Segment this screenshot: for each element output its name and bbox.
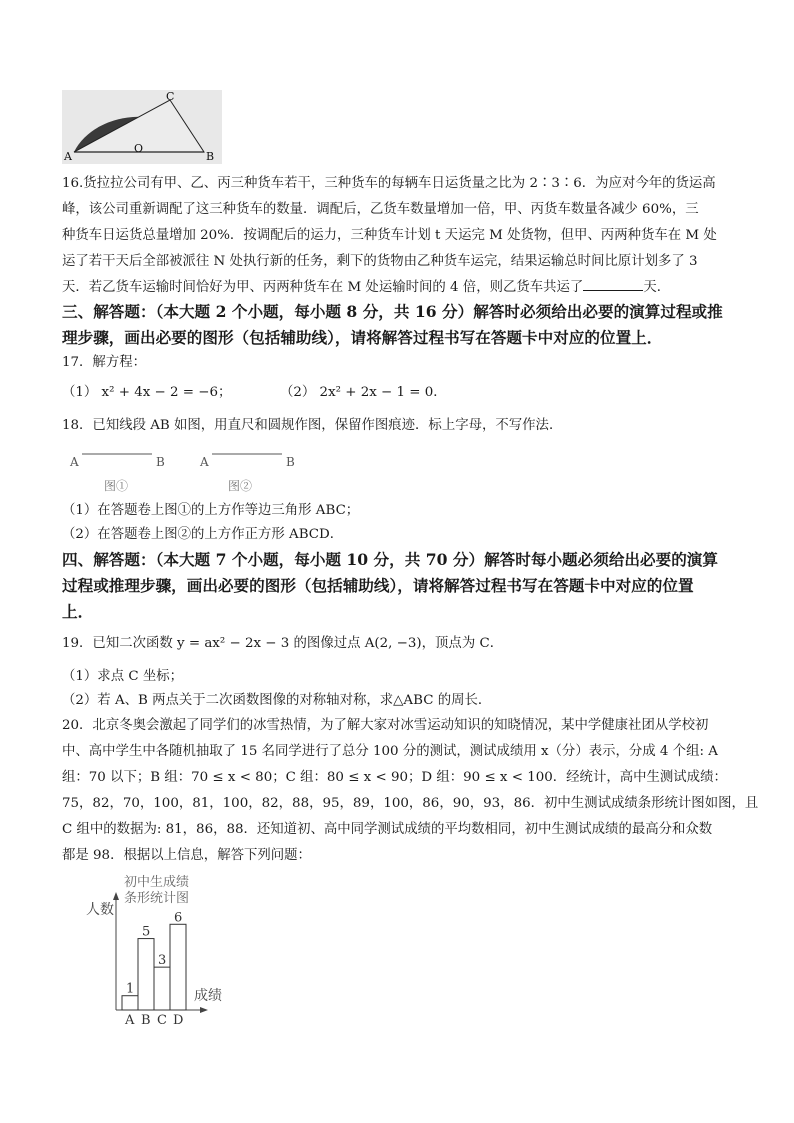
q18-figures	[62, 444, 312, 494]
q17-eq1: （1） x² + 4x − 2 = −6；	[62, 385, 232, 400]
semicircle-figure	[62, 90, 222, 164]
label-a: A	[64, 150, 72, 163]
q16-line5-text: 天．若乙货车运输时间恰好为甲、丙两种货车在 M 处运输时间的 4 倍，则乙货车共运了	[62, 280, 584, 295]
q18-title: 18．已知线段 AB 如图，用直尺和圆规作图，保留作图痕迹．标上字母，不写作法．	[62, 418, 563, 433]
q16-line4: 运了若干天后全部被派往 N 处执行新的任务，剩下的货物由乙种货车运完，结果运输总时间比原计划多了 3	[62, 254, 698, 269]
q19-title: 19．已知二次函数 y = ax² − 2x − 3 的图像过点 A(2, −3)，顶点为 C．	[62, 636, 504, 651]
label-c: C	[166, 90, 175, 103]
q16-line1: 16.货拉拉公司有甲、乙、丙三种货车若干，三种货车的每辆车日运货量之比为 2∶3∶6．为应对今年的货运高	[62, 176, 716, 191]
q18-part2: （2）在答题卷上图②的上方作正方形 ABCD．	[62, 527, 344, 542]
chart-title-line2: 条形统计图	[124, 891, 190, 906]
q20-line6: 都是 98．根据以上信息，解答下列问题：	[62, 848, 311, 863]
q20-line4: 75，82，70，100，81，100，82，88，95，89，100，86，90，93，86．初中生测试成绩条形统计图如图，且	[62, 796, 759, 811]
chart-xlabel: 成绩	[194, 988, 222, 1004]
bar-chart	[80, 866, 250, 1026]
category-label-C: C	[157, 1013, 167, 1026]
bar-value-label-A: 1	[126, 981, 135, 997]
q20-line3: 组：70 以下；B 组：70 ≤ x < 80；C 组：80 ≤ x < 90；D 组：90 ≤ x < 100．经统计，高中生测试成绩：	[62, 770, 727, 785]
fig1-label-a: A	[70, 455, 79, 469]
section3-heading-line2: 理步骤，画出必要的图形（包括辅助线），请将解答过程书写在答题卡中对应的位置上．	[62, 328, 663, 347]
q17-title: 17．解方程：	[62, 355, 146, 370]
fig2-label-b: B	[286, 455, 295, 469]
category-label-D: D	[173, 1013, 184, 1026]
q19-part1: （1）求点 C 坐标；	[62, 669, 184, 684]
section3-heading-line1: 三、解答题：（本大题 2 个小题，每小题 8 分，共 16 分）解答时必须给出必要的演算过程或推	[62, 302, 723, 321]
label-b: B	[206, 150, 215, 163]
label-o: O	[134, 142, 144, 155]
q20-line5: C 组中的数据为: 81，86，88．还知道初、高中同学测试成绩的平均数相同，初中生测试成绩的最高分和众数	[62, 822, 713, 837]
bar-B	[138, 939, 154, 1010]
y-axis-arrow	[113, 892, 119, 900]
answer-blank[interactable]	[583, 276, 643, 291]
section4-heading-line1: 四、解答题：（本大题 7 个小题，每小题 10 分，共 70 分）解答时每小题必须给出必要的演算	[62, 550, 718, 569]
category-label-A: A	[125, 1013, 135, 1026]
q16-line5-end: 天．	[643, 280, 671, 295]
bar-D	[170, 924, 186, 1010]
bar-value-label-C: 3	[158, 953, 167, 969]
q19-part2: （2）若 A、B 两点关于二次函数图像的对称轴对称，求△ABC 的周长．	[62, 693, 492, 708]
q18-part1: （1）在答题卷上图①的上方作等边三角形 ABC；	[62, 503, 360, 518]
section4-heading-line3: 上．	[62, 602, 94, 621]
fig2-label-a: A	[200, 455, 209, 469]
bar-C	[154, 967, 170, 1010]
chart-title-line1: 初中生成绩	[124, 875, 190, 890]
fig1-caption: 图①	[104, 479, 129, 493]
q17-eq2: （2） 2x² + 2x − 1 = 0．	[280, 385, 447, 400]
q20-line1: 20．北京冬奥会激起了同学们的冰雪热情，为了解大家对冰雪运动知识的知晓情况，某中学健康社团从学校初	[62, 718, 709, 733]
category-label-B: B	[141, 1013, 151, 1026]
chart-ylabel: 人数	[86, 902, 114, 918]
fig1-label-b: B	[156, 455, 165, 469]
bar-value-label-B: 5	[142, 924, 151, 940]
q16-line2: 峰，该公司重新调配了这三种货车的数量．调配后，乙货车数量增加一倍，甲、丙货车数量各减少 60%，三	[62, 202, 699, 217]
section4-heading-line2: 过程或推理步骤，画出必要的图形（包括辅助线），请将解答过程书写在答题卡中对应的位置	[62, 576, 694, 595]
bars-group	[122, 910, 186, 1026]
x-axis-arrow	[200, 1007, 208, 1013]
fig2-caption: 图②	[228, 479, 253, 493]
bar-value-label-D: 6	[174, 910, 183, 926]
bar-A	[122, 996, 138, 1010]
q20-line2: 中、高中学生中各随机抽取了 15 名同学进行了总分 100 分的测试，测试成绩用 x（分）表示，分成 4 个组: A	[62, 744, 718, 759]
q16-line3: 种货车日运货总量增加 20%．按调配后的运力，三种货车计划 t 天运完 M 处货物，但甲、丙两种货车在 M 处	[62, 228, 717, 243]
